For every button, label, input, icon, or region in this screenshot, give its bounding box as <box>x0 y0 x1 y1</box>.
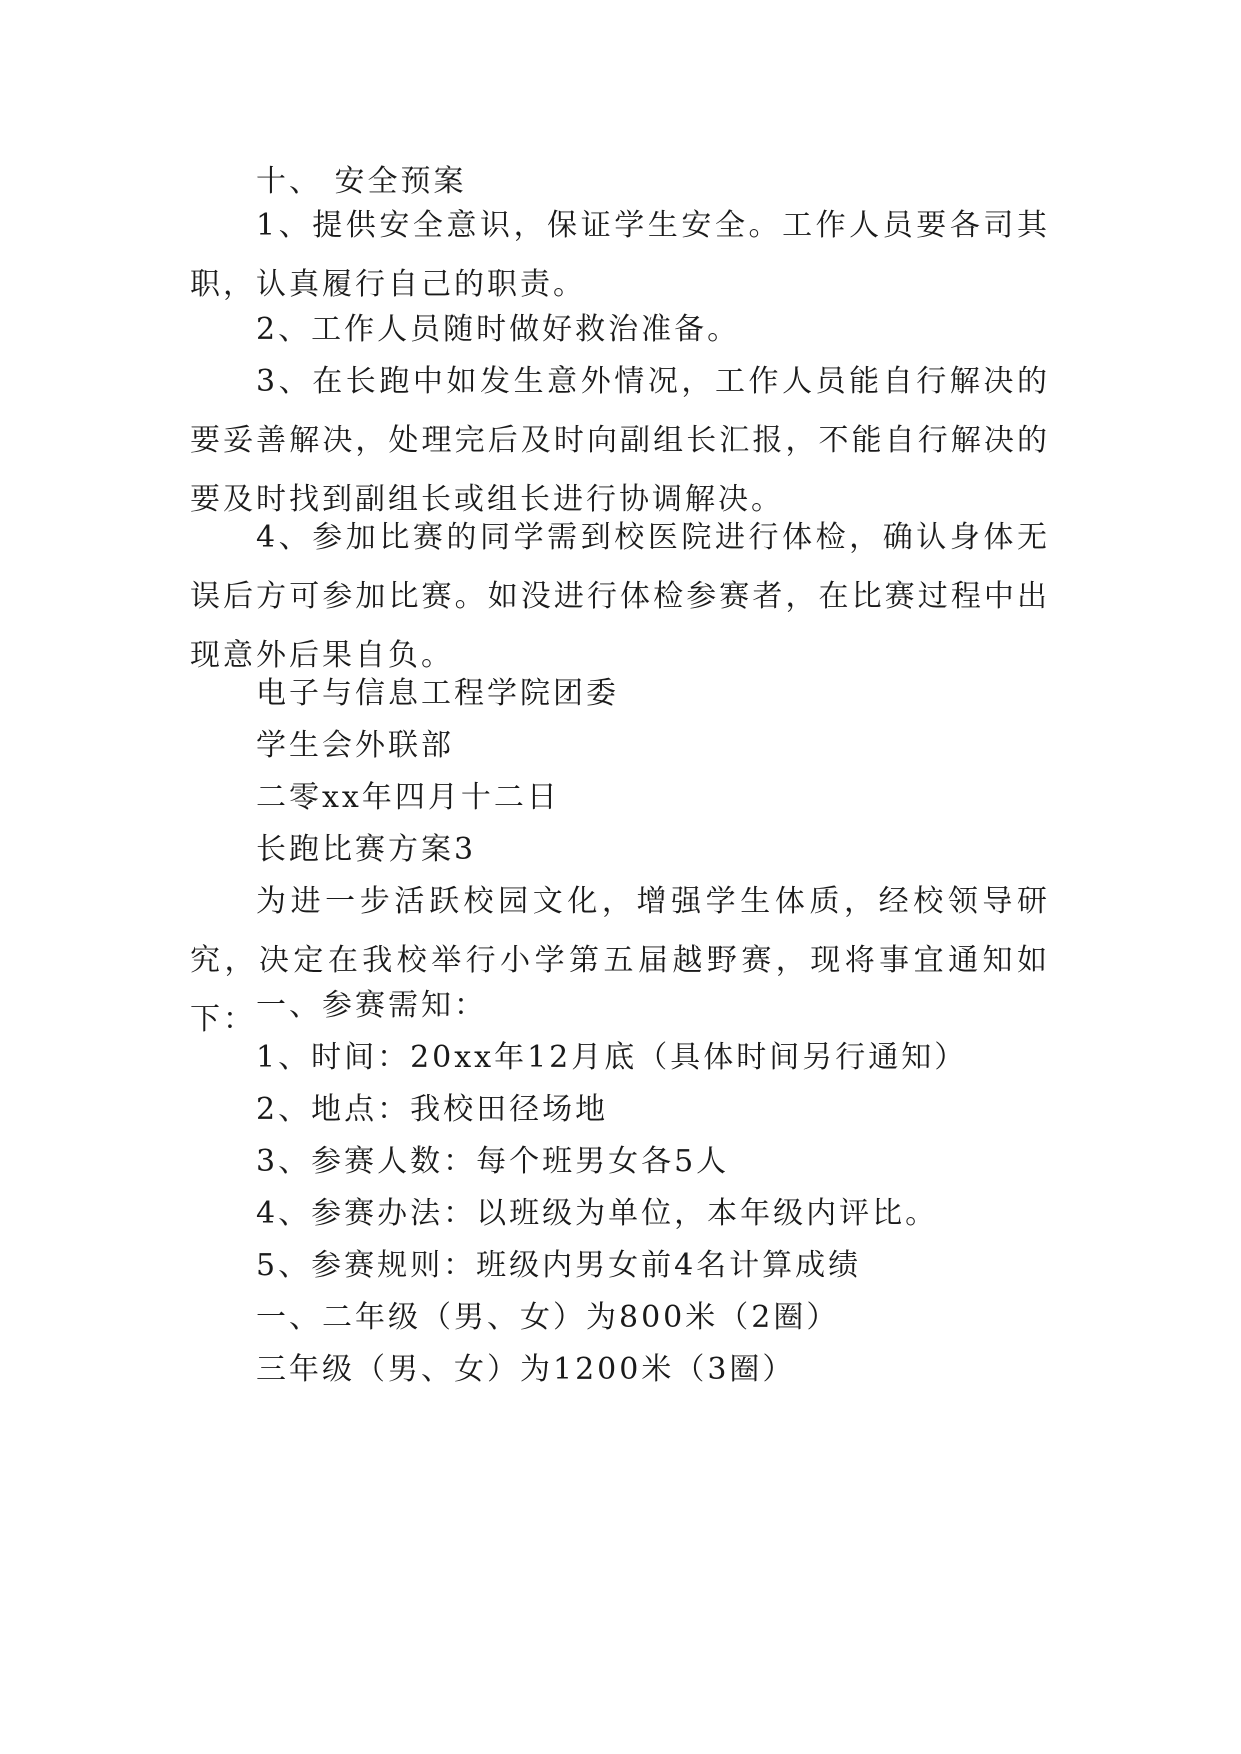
section-heading-safety-plan: 十、 安全预案 <box>256 164 467 199</box>
distance-grade-3: 三年级（男、女）为1200米（3圈） <box>256 1352 796 1387</box>
safety-item-2: 2、工作人员随时做好救治准备。 <box>256 312 741 347</box>
intro-paragraph: 为进一步活跃校园文化，增强学生体质，经校领导研究，决定在我校举行小学第五届越野赛，现将事宜通知如下： <box>190 884 1050 1037</box>
safety-item-3: 3、在长跑中如发生意外情况，工作人员能自行解决的要妥善解决，处理完后及时向副组长汇报，不能自行解决的要及时找到副组长或组长进行协调解决。 <box>190 364 1050 517</box>
safety-item-1: 1、提供安全意识，保证学生安全。工作人员要各司其职，认真履行自己的职责。 <box>190 208 1050 302</box>
safety-item-4: 4、参加比赛的同学需到校医院进行体检，确认身体无误后方可参加比赛。如没进行体检参赛者，在比赛过程中出现意外后果自负。 <box>190 520 1050 673</box>
distance-grade-1-2: 一、二年级（男、女）为800米（2圈） <box>256 1300 840 1335</box>
plan-title: 长跑比赛方案3 <box>256 832 477 867</box>
signature-organization: 电子与信息工程学院团委 <box>256 676 619 711</box>
signature-department: 学生会外联部 <box>256 728 454 763</box>
notice-item-location: 2、地点：我校田径场地 <box>256 1092 609 1127</box>
section-heading-notice: 一、参赛需知： <box>256 988 487 1023</box>
notice-item-participants: 3、参赛人数：每个班男女各5人 <box>256 1144 730 1179</box>
notice-item-method: 4、参赛办法：以班级为单位，本年级内评比。 <box>256 1196 939 1231</box>
notice-item-rules: 5、参赛规则：班级内男女前4名计算成绩 <box>256 1248 862 1283</box>
signature-date: 二零xx年四月十二日 <box>256 780 560 815</box>
notice-item-time: 1、时间：20xx年12月底（具体时间另行通知） <box>256 1040 968 1075</box>
